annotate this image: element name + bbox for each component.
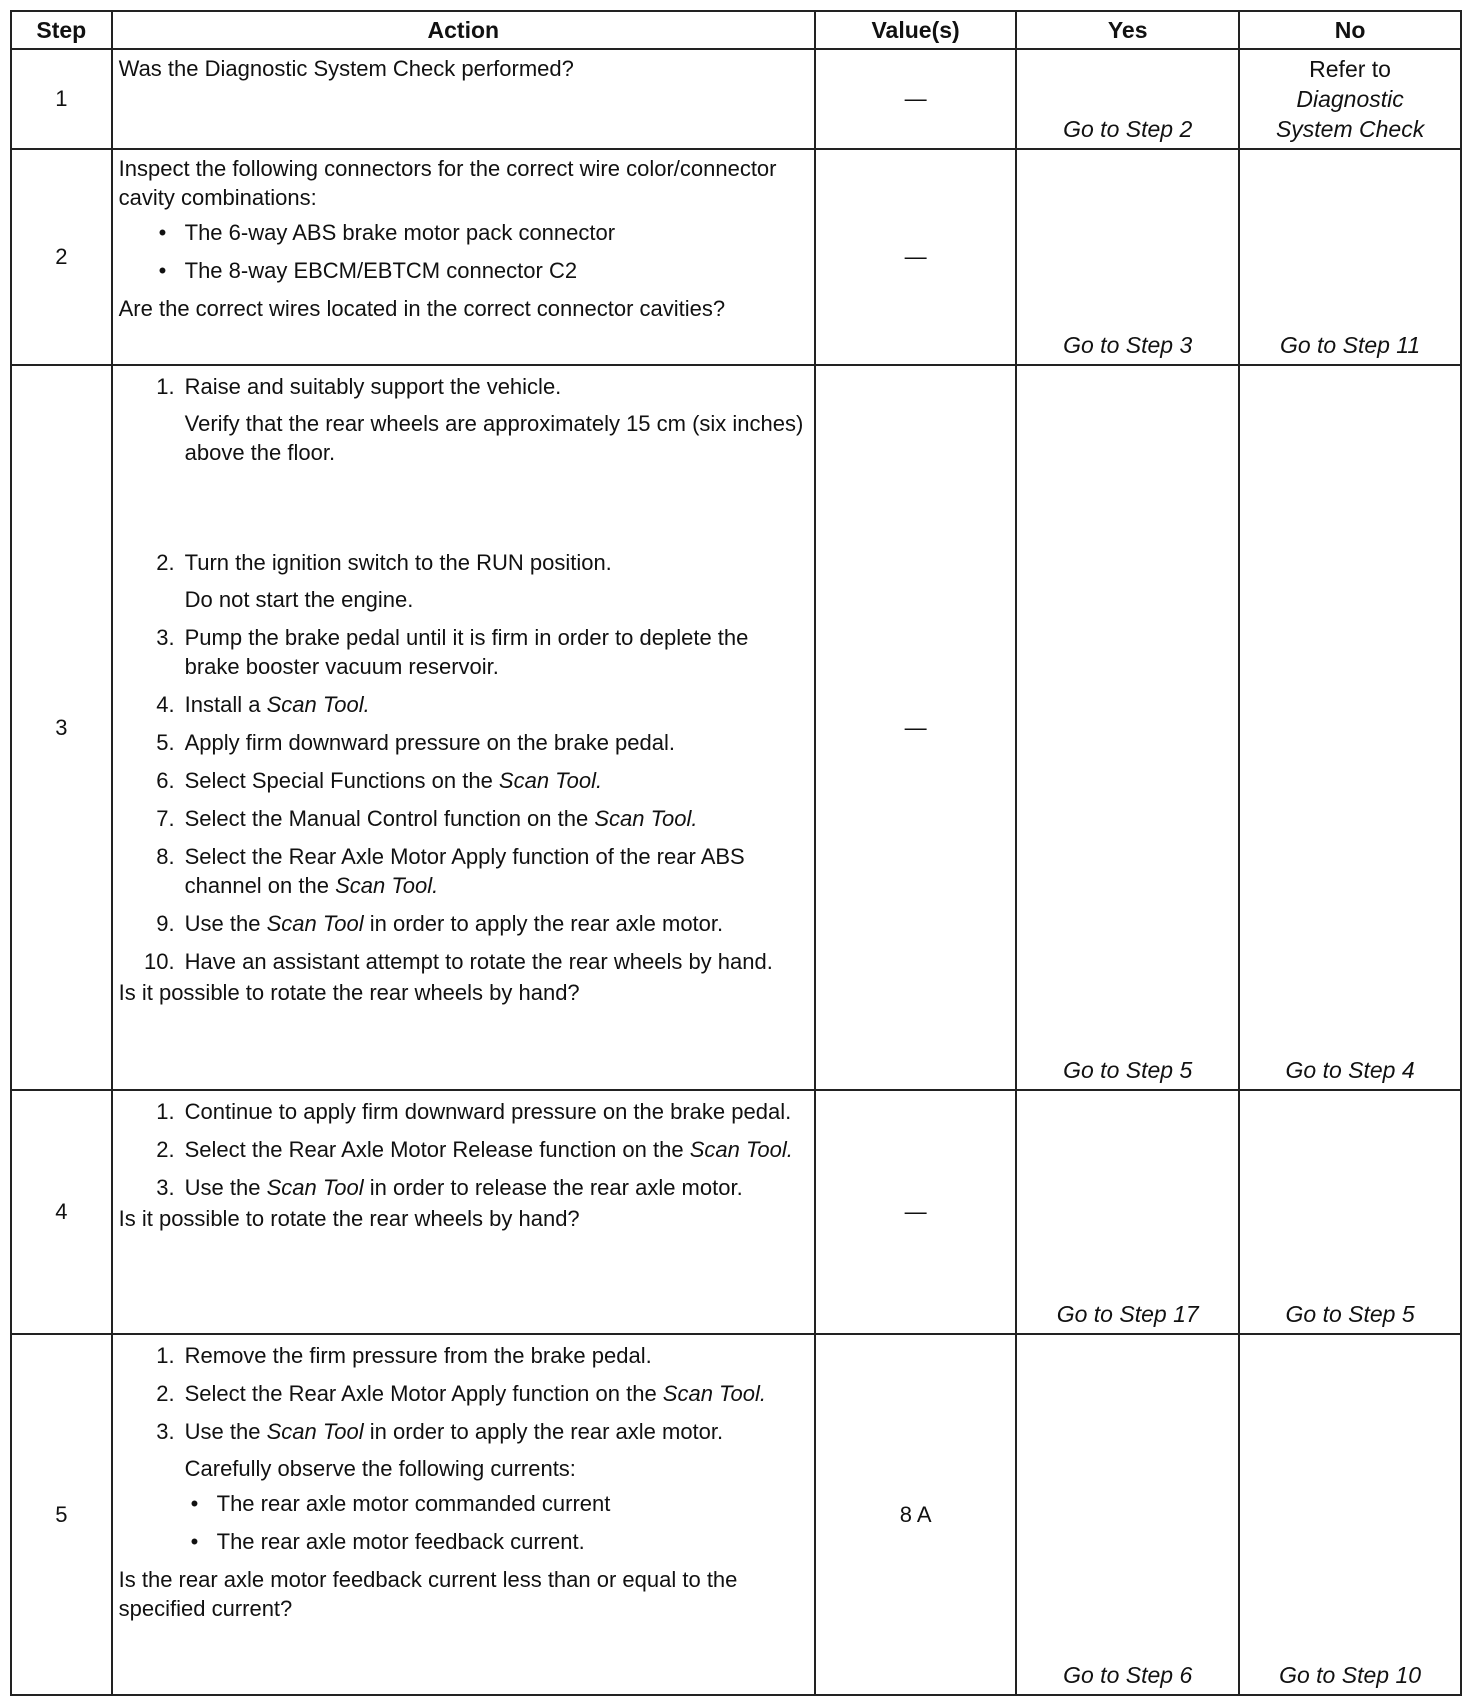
list-item — [119, 947, 808, 976]
step-text: Remove the firm pressure from the brake pedal. — [184, 1343, 652, 1368]
step-index: 1. — [156, 1099, 175, 1124]
value-cell: 8 A — [815, 1334, 1016, 1695]
header-values: Value(s) — [815, 11, 1016, 49]
list-item — [119, 372, 808, 539]
step-index: 9. — [156, 911, 175, 936]
scan-tool-text: Scan Tool — [266, 1175, 364, 1200]
list-item: • The rear axle motor feedback current. — [119, 1527, 808, 1556]
step-index: 7. — [156, 806, 175, 831]
no-text-line: Refer to — [1309, 56, 1391, 82]
header-row — [11, 11, 1461, 49]
step-text: Use the — [184, 1175, 267, 1200]
procedure-list — [119, 1341, 808, 1483]
action-cell — [112, 149, 815, 365]
intro-text: Inspect the following connectors for the correct wire color/connector cavity combinations: — [118, 156, 777, 210]
table-row — [11, 49, 1461, 149]
step-index: 3. — [156, 1419, 175, 1444]
step-number: 4 — [11, 1090, 112, 1334]
step-index: 10. — [144, 949, 175, 974]
no-text-line: Diagnostic — [1296, 86, 1404, 112]
table-row — [11, 149, 1461, 365]
step-index: 2. — [156, 1381, 175, 1406]
question-text: Is it possible to rotate the rear wheels by hand? — [118, 980, 580, 1005]
table-row — [11, 365, 1461, 1090]
value-cell: — — [815, 1090, 1016, 1334]
step-text: in order to apply the rear axle motor. — [363, 1419, 724, 1444]
step-text: Have an assistant attempt to rotate the rear wheels by hand. — [184, 949, 773, 974]
scan-tool-text: Scan Tool. — [266, 692, 370, 717]
value-cell: — — [815, 149, 1016, 365]
step-text: Select the Rear Axle Motor Apply function on the — [184, 1381, 663, 1406]
table-row — [11, 1090, 1461, 1334]
scan-tool-text: Scan Tool. — [594, 806, 698, 831]
action-cell — [112, 49, 815, 149]
procedure-list — [119, 1097, 808, 1202]
step-index: 4. — [156, 692, 175, 717]
action-cell — [112, 1334, 815, 1695]
current-list — [119, 1489, 808, 1556]
header-yes: Yes — [1016, 11, 1239, 49]
step-text: in order to release the rear axle motor. — [363, 1175, 743, 1200]
step-text: Apply firm downward pressure on the brake pedal. — [184, 730, 675, 755]
step-index: 3. — [156, 625, 175, 650]
list-item — [119, 690, 808, 719]
step-index: 8. — [156, 844, 175, 869]
no-text-line: System Check — [1275, 116, 1425, 142]
step-index: 2. — [156, 1137, 175, 1162]
scan-tool-text: Scan Tool — [266, 1419, 364, 1444]
procedure-list — [119, 372, 808, 976]
no-cell: Go to Step 11 — [1239, 149, 1461, 365]
scan-tool-text: Scan Tool. — [498, 768, 603, 793]
step-text: Install a — [184, 692, 267, 717]
no-cell: Go to Step 4 — [1239, 365, 1461, 1090]
step-number: 2 — [11, 149, 112, 365]
question-text: Was the Diagnostic System Check performed? — [118, 56, 574, 81]
step-text: Select the Rear Axle Motor Apply function of the rear ABS channel on the — [184, 844, 745, 898]
yes-cell: Go to Step 2 — [1016, 49, 1239, 149]
list-item — [119, 548, 808, 614]
step-text: Use the — [184, 911, 267, 936]
step-text: Raise and suitably support the vehicle. — [184, 374, 562, 399]
list-item — [119, 1097, 808, 1126]
step-text: Select Special Functions on the — [184, 768, 499, 793]
list-item — [119, 909, 808, 938]
list-item — [119, 1135, 808, 1164]
yes-cell: Go to Step 5 — [1016, 365, 1239, 1090]
yes-cell: Go to Step 3 — [1016, 149, 1239, 365]
question-text: Are the correct wires located in the correct connector cavities? — [118, 296, 726, 321]
step-text: in order to apply the rear axle motor. — [363, 911, 724, 936]
step-index: 5. — [156, 730, 175, 755]
yes-cell: Go to Step 17 — [1016, 1090, 1239, 1334]
step-index: 1. — [156, 374, 175, 399]
step-text: Select the Manual Control function on the — [184, 806, 595, 831]
spacer — [185, 467, 808, 539]
header-no: No — [1239, 11, 1461, 49]
list-item — [119, 1173, 808, 1202]
scan-tool-text: Scan Tool. — [689, 1137, 793, 1162]
value-cell: — — [815, 49, 1016, 149]
diagnostic-table — [10, 10, 1462, 1696]
step-text: Use the — [184, 1419, 267, 1444]
header-step: Step — [11, 11, 112, 49]
no-cell: Go to Step 5 — [1239, 1090, 1461, 1334]
list-item — [119, 842, 808, 900]
scan-tool-text: Scan Tool. — [662, 1381, 766, 1406]
step-number: 5 — [11, 1334, 112, 1695]
step-index: 3. — [156, 1175, 175, 1200]
yes-cell: Go to Step 6 — [1016, 1334, 1239, 1695]
list-item — [119, 1379, 808, 1408]
list-item — [119, 623, 808, 681]
question-text: Is it possible to rotate the rear wheels by hand? — [118, 1206, 580, 1231]
step-text: Turn the ignition switch to the RUN position. — [184, 550, 612, 575]
step-index: 1. — [156, 1343, 175, 1368]
no-cell: Go to Step 10 — [1239, 1334, 1461, 1695]
step-note: Verify that the rear wheels are approximately 15 cm (six inches) above the floor. — [184, 411, 804, 465]
value-cell: — — [815, 365, 1016, 1090]
question-text: Is the rear axle motor feedback current less than or equal to the specified current? — [118, 1567, 738, 1621]
step-text: Pump the brake pedal until it is firm in order to deplete the brake booster vacuum reservoir. — [184, 625, 749, 679]
step-number: 3 — [11, 365, 112, 1090]
action-cell — [112, 1090, 815, 1334]
list-item — [119, 804, 808, 833]
list-item — [119, 766, 808, 795]
header-action: Action — [112, 11, 815, 49]
connector-list — [119, 218, 808, 285]
scan-tool-text: Scan Tool — [266, 911, 364, 936]
scan-tool-text: Scan Tool. — [335, 873, 439, 898]
action-cell — [112, 365, 815, 1090]
step-note: Do not start the engine. — [184, 587, 414, 612]
list-item — [119, 1417, 808, 1483]
list-item — [119, 728, 808, 757]
list-item: • The rear axle motor commanded current — [119, 1489, 808, 1518]
list-item — [119, 1341, 808, 1370]
step-index: 6. — [156, 768, 175, 793]
list-item: • The 6-way ABS brake motor pack connector — [119, 218, 808, 247]
step-text: Continue to apply firm downward pressure on the brake pedal. — [184, 1099, 792, 1124]
step-note: Carefully observe the following currents: — [184, 1456, 576, 1481]
step-number: 1 — [11, 49, 112, 149]
no-cell — [1239, 49, 1461, 149]
step-text: Select the Rear Axle Motor Release function on the — [184, 1137, 690, 1162]
table-row — [11, 1334, 1461, 1695]
list-item: • The 8-way EBCM/EBTCM connector C2 — [119, 256, 808, 285]
step-index: 2. — [156, 550, 175, 575]
